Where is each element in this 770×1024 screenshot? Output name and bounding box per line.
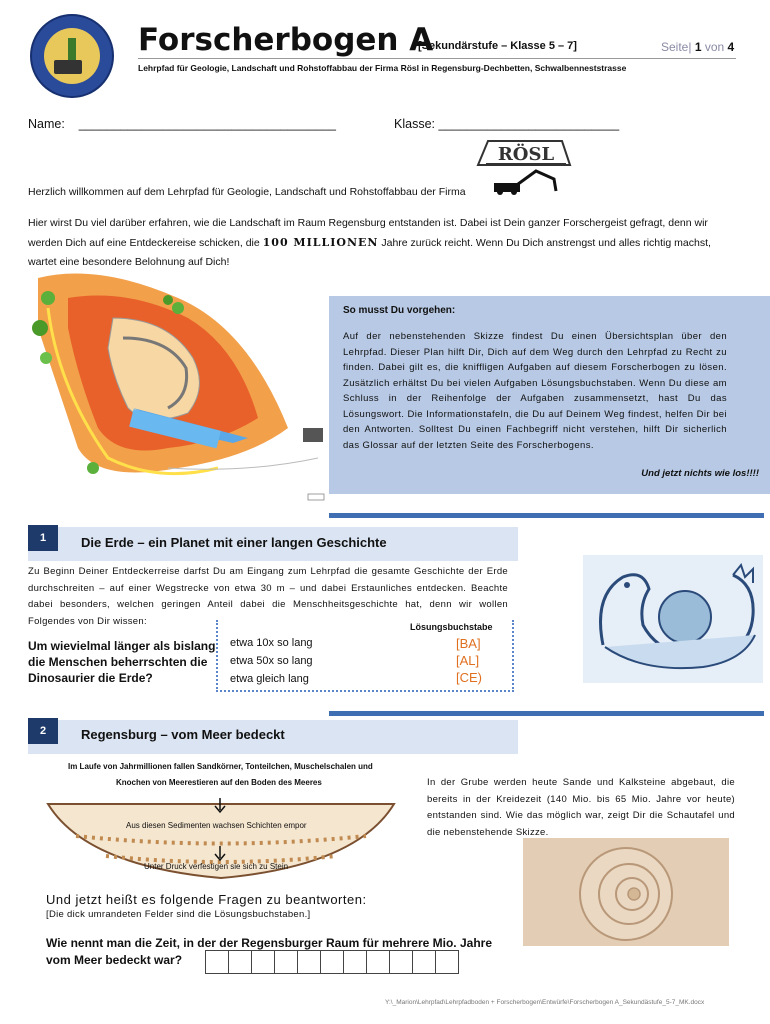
answer-option-1[interactable]: etwa 10x so lang [230,637,313,649]
instructions-text: Auf der nebenstehenden Skizze findest Du einen Übersichtsplan über den Lehrpfad. Dieser Plan hilft Dir, Dich auf dem Weg durch den Lehrpfad zu Recht zu finden. Dabei gilt es, die kniffligen Aufgaben auf diesem Forscherbogen zu lösen. Zusätzlich erhältst Du bei vielen Aufgaben Lösungsbuchstaben. Wenn Du diese am Schluss in der Reihenfolge der Aufgaben zusammensetzt, hast Du das Lösungswort. Die Informationstafeln, die Du auf Deinem Weg findest, helfen Dir bei den Antworten. Solltest Du einen Fachbegriff nicht verstehen, hilft Dir sicherlich das Glossar auf der letzten Seite des Forscherbogens. [343,331,727,451]
instructions-box [329,296,770,494]
section1-title: Die Erde – ein Planet mit einer langen Geschichte [81,535,387,550]
lehrpfad-map [18,268,338,506]
answer-letter-box[interactable] [412,950,436,974]
lehrpfad-logo [30,14,114,98]
section1-rule [329,513,764,518]
questions-prompt: Und jetzt heißt es folgende Fragen zu beantworten: [46,892,367,907]
diagram-label-2: Unter Druck verfestigen sie sich zu Stein [144,862,289,871]
answer-letter-box[interactable] [366,950,390,974]
answer-letter-box[interactable] [435,950,459,974]
section2-title: Regensburg – vom Meer bedeckt [81,727,285,742]
answer-letter-box[interactable] [297,950,321,974]
answer-option-3[interactable]: etwa gleich lang [230,673,309,685]
section2-rule [329,711,764,716]
page-prefix: Seite| [661,40,692,54]
answer-option-2[interactable]: etwa 50x so lang [230,655,313,667]
truck-icon [54,60,82,74]
answer-code-3: [CE) [456,670,482,685]
klasse-label: Klasse: [394,117,435,131]
diagram-label-1: Aus diesen Sedimenten wachsen Schichten empor [126,821,307,830]
section1-paragraph: Zu Beginn Deiner Entdeckerreise darfst Du am Eingang zum Lehrpfad die gesamte Geschichte der Erde durchschreiten – auf einer Wegstrecke von etwa 30 m – und dabei Erstaunliches entdecken. Beachte dabei besonders, welchen geringen Anteil dabei die Menschheitsgeschichte hat, denn wir wollen Folgendes von Dir wissen: [28,566,508,627]
section2-paragraph: In der Grube werden heute Sande und Kalksteine abgebaut, die bereits in der Kreidezeit (140 Mio. bis 65 Mio. Jahre vor heute) entstanden sind. Wie das möglich war, zeigt Dir die Schautafel und die nebenstehende Skizze. [427,777,735,838]
answer-letter-box[interactable] [274,950,298,974]
intro-highlight: 100 MILLIONEN [262,236,379,249]
header-rule [138,58,736,59]
page-mid: von [704,40,725,54]
intro-part1: Hier wirst Du viel darüber erfahren, wie die Landschaft im Raum Regensburg entstanden ist. Dabei ist Dein ganzer Forschergeist gefragt, denn wir werden Dich auf eine Entdeckereise schicken, die [28,217,708,249]
name-blank: _____________________________________ [78,117,336,131]
name-field[interactable] [28,117,336,131]
answer-letter-box[interactable] [389,950,413,974]
answer-letter-box[interactable] [251,950,275,974]
page-total: 4 [727,40,735,54]
page-title: Forscherbogen A [138,22,434,58]
dinosaur-illustration [583,555,763,683]
file-path-footer: Y:\_Marion\Lehrpfad\Lehrpfadboden + Forscherbogen\Entwürfe\Forscherbogen A_Sekundästufe_5-7_MK.docx [385,999,705,1006]
intro-part2: Jahre zurück reicht. Wenn Du Dich anstrengst und alles richtig machst, wartet eine besondere Belohnung auf Dich! [28,237,711,268]
section1-number: 1 [28,525,58,551]
klasse-blank: __________________________ [438,117,620,131]
answer-letter-box[interactable] [320,950,344,974]
diagram-caption-2: Knochen von Meerestieren auf den Boden des Meeres [116,778,322,787]
questions-note: [Die dick umrandeten Felder sind die Lösungsbuchstaben.] [46,909,311,920]
klasse-field[interactable] [394,117,619,131]
section1-question: Um wievielmal länger als bislang die Menschen beherrschten die Dinosaurier die Erde? [28,639,216,685]
section2-question: Wie nennt man die Zeit, in der der Regensburger Raum für mehrere Mio. Jahre vom Meer bedeckt war? [46,936,492,967]
answer-code-1: [BA] [456,636,481,651]
welcome-text: Herzlich willkommen auf dem Lehrpfad für Geologie, Landschaft und Rohstoffabbau der Firma [28,186,466,198]
instructions-title: So musst Du vorgehen: [343,305,456,316]
roesl-logo-text: RÖSL [497,144,555,165]
section2-number: 2 [28,718,58,744]
ammonite-fossil [523,838,729,946]
solution-letter-label: Lösungsbuchstabe [410,622,493,632]
grade-subtitle: [Sekundärstufe – Klasse 5 – 7] [418,40,577,52]
answer-code-2: [AL] [456,653,480,668]
answer-letter-box[interactable] [228,950,252,974]
answer-letter-box[interactable] [205,950,229,974]
page-current: 1 [694,40,702,54]
name-label: Name: [28,117,65,131]
instructions-final: Und jetzt nichts wie los!!!! [641,468,759,479]
intro-paragraph [28,214,740,272]
header-description: Lehrpfad für Geologie, Landschaft und Rohstoffabbau der Firma Rösl in Regensburg-Dechbetten, Schwalbenneststrasse [138,63,627,73]
answer-letter-box[interactable] [343,950,367,974]
page-number [661,40,734,54]
diagram-caption-1: Im Laufe von Jahrmillionen fallen Sandkörner, Tonteilchen, Muschelschalen und [68,762,373,771]
roesl-logo [474,135,572,195]
